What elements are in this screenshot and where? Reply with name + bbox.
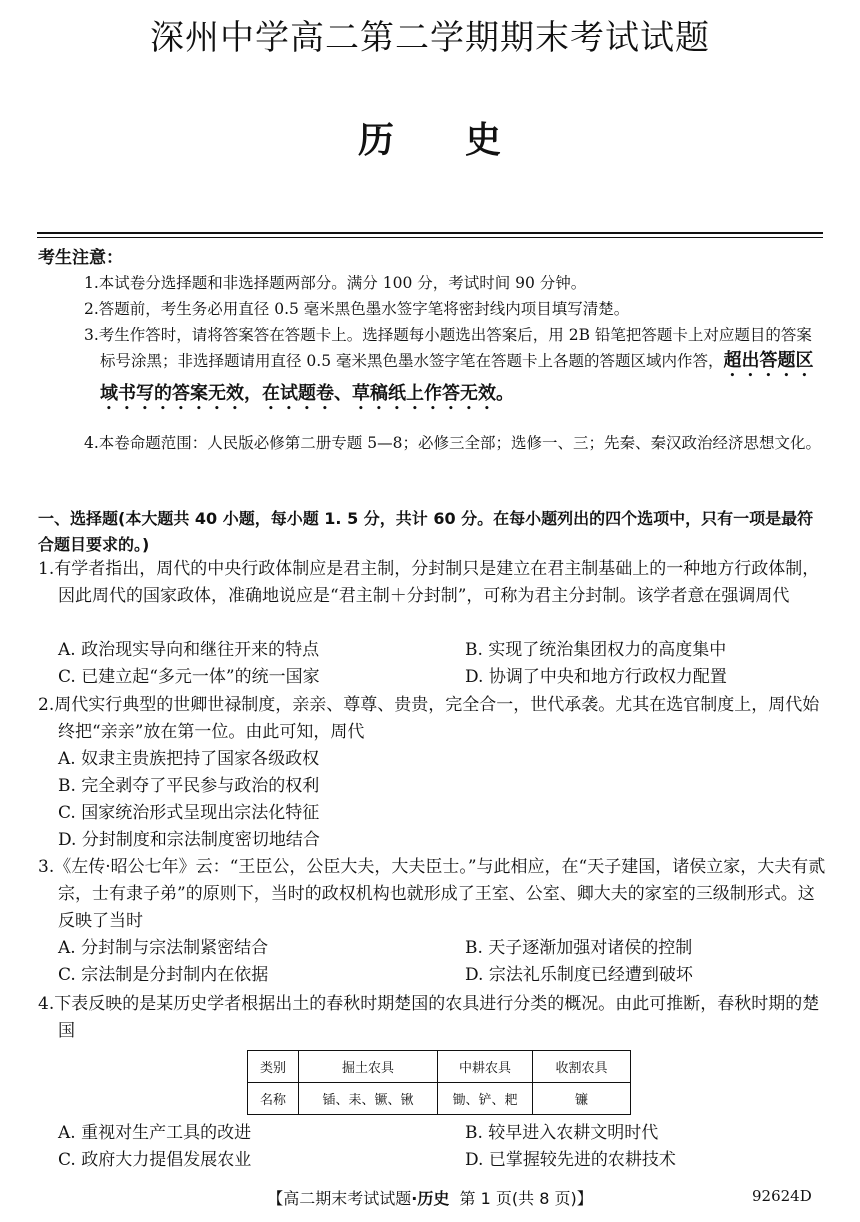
table-cell: 锸、耒、镢、锹 xyxy=(299,1083,438,1115)
question-2-option-b: B. 完全剥夺了平民参与政治的权利 xyxy=(58,776,320,796)
paper-code: 92624D xyxy=(752,1187,812,1205)
farm-tools-table xyxy=(247,1050,631,1115)
footer-course: 高二期末考试试题 xyxy=(283,1189,412,1208)
question-3-option-d: D. 宗法礼乐制度已经遭到破坏 xyxy=(465,965,693,985)
table-header-row xyxy=(248,1051,631,1083)
notice-item-4 xyxy=(84,430,826,456)
table-cell: 掘土农具 xyxy=(299,1051,438,1083)
question-2-option-c: C. 国家统治形式呈现出宗法化特征 xyxy=(58,803,320,823)
table-cell: 名称 xyxy=(248,1083,299,1115)
table-cell: 收割农具 xyxy=(533,1051,631,1083)
notice-heading: 考生注意： xyxy=(38,248,123,268)
question-3-option-b: B. 天子逐渐加强对诸侯的控制 xyxy=(465,938,693,958)
question-2 xyxy=(38,692,828,746)
question-3-option-c: C. 宗法制是分封制内在依据 xyxy=(58,965,269,985)
footer-bracket-left: 【 xyxy=(267,1189,284,1208)
question-4-option-b: B. 较早进入农耕文明时代 xyxy=(465,1123,659,1143)
question-3-stem: 3.《左传·昭公七年》云：“王臣公，公臣大夫，大夫臣士。”与此相应，在“天子建国，诸侯立家，大夫有贰宗，士有隶子弟”的原则下，当时的政权机构也就形成了王室、公室、卿大夫的家室的三级制形式。这反映了当时 xyxy=(38,857,826,931)
question-2-stem: 2.周代实行典型的世卿世禄制度，亲亲、尊尊、贵贵，完全合一，世代承袭。尤其在选官制度上，周代始终把“亲亲”放在第一位。由此可知，周代 xyxy=(38,695,820,742)
notice-item-3 xyxy=(84,322,826,414)
question-1 xyxy=(38,556,828,610)
section-heading: 一、选择题(本大题共 40 小题，每小题 1. 5 分，共计 60 分。在每小题列出的四个选项中，只有一项是最符合题目要求的。) xyxy=(38,509,814,554)
subject-char-1: 历 xyxy=(357,119,395,161)
question-1-option-a: A. 政治现实导向和继往开来的特点 xyxy=(58,640,320,660)
question-2-option-d: D. 分封制度和宗法制度密切地结合 xyxy=(58,830,320,850)
notice-item-1: 1.本试卷分选择题和非选择题两部分。满分 100 分，考试时间 90 分钟。 xyxy=(84,274,587,292)
table-cell: 锄、铲、耙 xyxy=(438,1083,533,1115)
subject-char-2: 史 xyxy=(465,119,503,161)
footer-dot: · xyxy=(411,1189,418,1208)
question-3 xyxy=(38,854,828,935)
subject-title xyxy=(0,112,860,163)
notice-item-3-text: 3.考生作答时，请将答案答在答题卡上。选择题每小题选出答案后，用 2B 铅笔把答题卡上对应题目的答案标号涂黑；非选择题请用直径 0.5 毫米黑色墨水签字笔在答题卡上各题的答题区域内作答， xyxy=(84,326,812,370)
footer-page-number: 第 1 页(共 8 页) xyxy=(459,1189,577,1208)
notice-item-4-label: 4.本卷命题范围： xyxy=(84,434,208,452)
question-4 xyxy=(38,991,828,1045)
question-4-option-d: D. 已掌握较先进的农耕技术 xyxy=(465,1150,676,1170)
page-footer xyxy=(0,1186,860,1209)
notice-item-4-text: 人民版必修第二册专题 5—8；必修三全部；选修一、三；先秦、秦汉政治经济思想文化。 xyxy=(207,434,821,452)
table-cell: 中耕农具 xyxy=(438,1051,533,1083)
question-1-option-c: C. 已建立起“多元一体”的统一国家 xyxy=(58,667,320,687)
question-4-stem: 4.下表反映的是某历史学者根据出土的春秋时期楚国的农具进行分类的概况。由此可推断，春秋时期的楚国 xyxy=(38,994,820,1041)
footer-bracket-right: 】 xyxy=(576,1189,593,1208)
notice-item-2: 2.答题前，考生务必用直径 0.5 毫米黑色墨水签字笔将密封线内项目填写清楚。 xyxy=(84,300,630,318)
table-cell: 镰 xyxy=(533,1083,631,1115)
header-rule-thick xyxy=(37,232,823,234)
question-4-option-c: C. 政府大力提倡发展农业 xyxy=(58,1150,252,1170)
exam-title: 深州中学高二第二学期期末考试试题 xyxy=(150,18,710,58)
notice-item-3-emphasis: 超出答题区域书写的答案无效，在试题卷、草稿纸上作答无效。 xyxy=(100,350,814,404)
question-1-stem: 1.有学者指出，周代的中央行政体制应是君主制，分封制只是建立在君主制基础上的一种地方行政体制，因此周代的国家政体，准确地说应是“君主制＋分封制”，可称为君主分封制。该学者意在强调周代 xyxy=(38,559,820,606)
footer-subject: 历史 xyxy=(417,1189,450,1208)
question-3-option-a: A. 分封制与宗法制紧密结合 xyxy=(58,938,269,958)
header-rule-thin xyxy=(37,237,823,238)
table-cell: 类别 xyxy=(248,1051,299,1083)
question-2-option-a: A. 奴隶主贵族把持了国家各级政权 xyxy=(58,749,320,769)
question-1-option-b: B. 实现了统治集团权力的高度集中 xyxy=(465,640,727,660)
question-4-option-a: A. 重视对生产工具的改进 xyxy=(58,1123,252,1143)
table-row xyxy=(248,1083,631,1115)
question-1-option-d: D. 协调了中央和地方行政权力配置 xyxy=(465,667,727,687)
